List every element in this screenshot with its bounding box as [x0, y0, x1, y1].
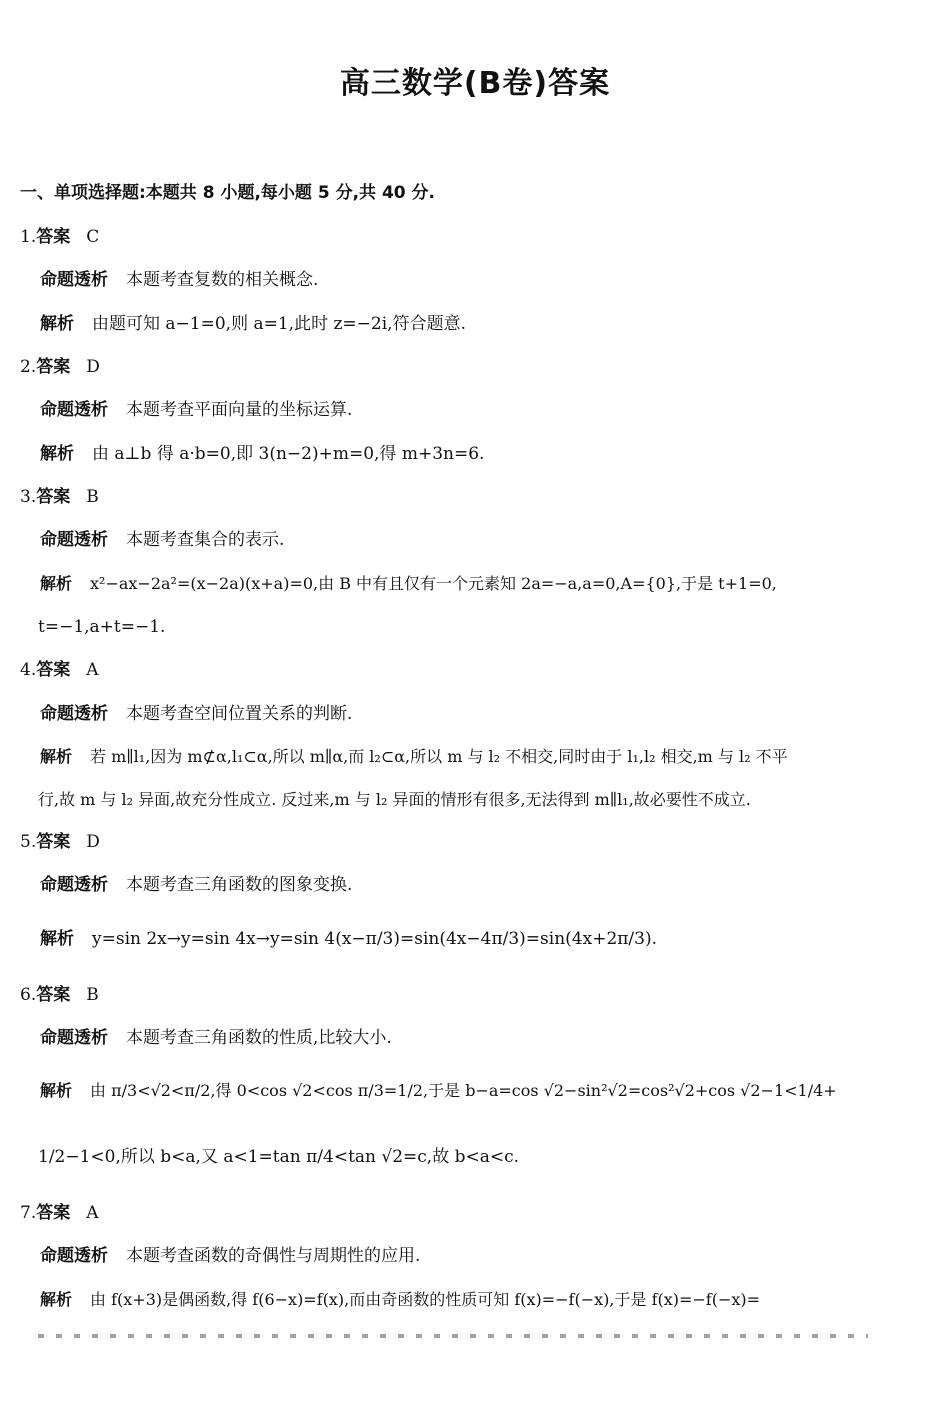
q3-answer-value: B — [86, 487, 99, 507]
q1-answer-line — [20, 226, 99, 248]
q2-analysis: 解析 由 a⊥b 得 a·b=0,即 3(n−2)+m=0,得 m+3n=6. — [40, 444, 485, 464]
q4-analysis-cont: 行,故 m 与 l₂ 异面,故充分性成立. 反过来,m 与 l₂ 异面的情形有很多,无法得到 m∥l₁,故必要性不成立. — [38, 790, 751, 809]
q3-analysis: 解析 x²−ax−2a²=(x−2a)(x+a)=0,由 B 中有且仅有一个元素知 2a=−a,a=0,A={0},于是 t+1=0, — [40, 574, 777, 593]
q1-analysis: 解析 由题可知 a−1=0,则 a=1,此时 z=−2i,符合题意. — [40, 314, 466, 334]
q1-answer-value: C — [86, 227, 100, 247]
q3-intent: 命题透析 本题考查集合的表示. — [40, 530, 285, 550]
q5-analysis: 解析 y=sin 2x→y=sin 4x→y=sin 4(x−π/3)=sin(4x−4π/3)=sin(4x+2π/3). — [40, 929, 658, 949]
q1-number: 1. — [20, 227, 37, 247]
q4-answer-line: 4.答案 A — [20, 660, 99, 680]
q1-answer-label: 答案 — [36, 227, 71, 247]
q5-answer-value: D — [86, 832, 100, 852]
section-heading: 一、单项选择题:本题共 8 小题,每小题 5 分,共 40 分. — [20, 183, 435, 203]
q4-answer-value: A — [86, 660, 99, 680]
q5-intent: 命题透析 本题考查三角函数的图象变换. — [40, 875, 353, 895]
q6-answer-value: B — [86, 985, 99, 1005]
q5-answer-line: 5.答案 D — [20, 832, 100, 852]
q6-analysis-cont: 1/2−1<0,所以 b<a,又 a<1=tan π/4<tan √2=c,故 b<a<c. — [38, 1147, 520, 1167]
q2-intent: 命题透析 本题考查平面向量的坐标运算. — [40, 400, 353, 420]
q6-analysis: 解析 由 π/3<√2<π/2,得 0<cos √2<cos π/3=1/2,于是 b−a=cos √2−sin²√2=cos²√2+cos √2−1<1/4+ — [40, 1081, 837, 1100]
q7-answer-line: 7.答案 A — [20, 1203, 99, 1223]
page-title: 高三数学(B卷)答案 — [339, 66, 611, 101]
q6-answer-line: 6.答案 B — [20, 985, 99, 1005]
q4-intent: 命题透析 本题考查空间位置关系的判断. — [40, 704, 353, 724]
q7-answer-value: A — [86, 1203, 99, 1223]
cutoff-line-fragment — [38, 1334, 868, 1338]
q3-analysis-cont: t=−1,a+t=−1. — [38, 617, 166, 637]
q2-answer-line: 2.答案 D — [20, 357, 100, 377]
q6-intent: 命题透析 本题考查三角函数的性质,比较大小. — [40, 1028, 392, 1048]
q2-answer-value: D — [86, 357, 100, 377]
q1-intent: 命题透析 本题考查复数的相关概念. — [40, 270, 319, 290]
q7-intent: 命题透析 本题考查函数的奇偶性与周期性的应用. — [40, 1246, 421, 1266]
q3-answer-line: 3.答案 B — [20, 487, 99, 507]
q7-analysis: 解析 由 f(x+3)是偶函数,得 f(6−x)=f(x),而由奇函数的性质可知 f(x)=−f(−x),于是 f(x)=−f(−x)= — [40, 1290, 761, 1309]
q4-analysis: 解析 若 m∥l₁,因为 m⊄α,l₁⊂α,所以 m∥α,而 l₂⊂α,所以 m 与 l₂ 不相交,同时由于 l₁,l₂ 相交,m 与 l₂ 不平 — [40, 747, 788, 766]
